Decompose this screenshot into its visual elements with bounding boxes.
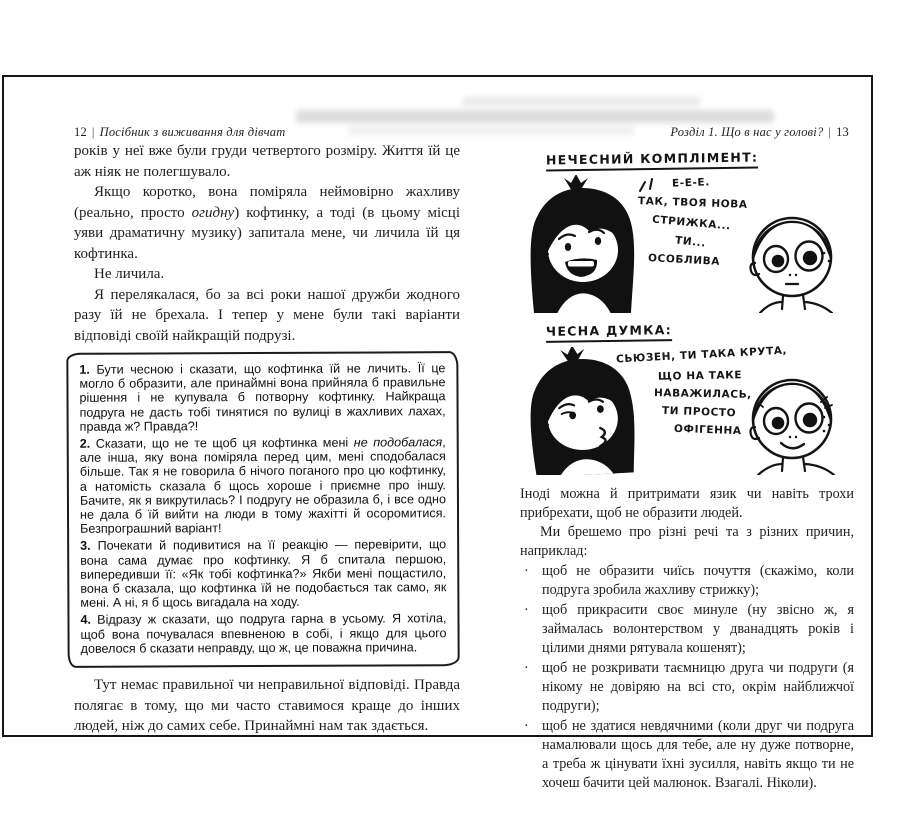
friend-character — [751, 218, 833, 313]
option-number: 1. — [79, 362, 90, 377]
page-right — [520, 77, 854, 791]
bullet-glyph: · — [524, 660, 529, 676]
bullet-item — [520, 717, 854, 793]
speech-line: НАВАЖИЛАСЬ, — [653, 387, 752, 401]
page-number-right: 13 — [836, 125, 849, 139]
option-text: Відразу ж сказати, що подруга гарна в усьому. Я хотіла, щоб вона почувалася впевненою в собі, і якщо для цього довелося б сказати неправду, що ж, це поважна причина. — [80, 611, 447, 656]
book-title: Посібник з виживання для дівчат — [99, 125, 286, 139]
comic-panel-2 — [520, 344, 854, 475]
page-number-left: 12 — [74, 125, 87, 139]
bullet-item — [520, 601, 854, 658]
left-page-body — [74, 141, 460, 737]
bullet-text: щоб не розкривати таємницю друга чи подруги (я нікому не довіряю на всі сто, окрім найближчої подруги); — [542, 660, 854, 714]
option-list-item — [80, 538, 446, 611]
bullet-glyph: · — [524, 602, 529, 618]
option-list-item — [80, 435, 446, 536]
paragraph: Іноді можна й притримати язик чи навіть трохи прибрехати, щоб не образити людей. — [520, 486, 854, 521]
bullet-text: щоб не здатися невдячними (коли друг чи подруга намалювали щось для тебе, але ну дуже потворне, а треба ж цінувати їхні зусилля, навіть якщо ти не хочеш бачити цей малюнок. Взагалі. Ніколи). — [542, 718, 854, 791]
bullet-glyph: · — [524, 563, 529, 579]
paragraph: Ми брешемо про різні речі та з різних причин, наприклад: — [520, 524, 854, 559]
header-separator: | — [828, 125, 832, 139]
speech-line: СТРИЖКА... — [651, 213, 732, 233]
option-number: 3. — [80, 539, 91, 554]
paragraph: Якщо коротко, вона поміряла неймовірно жахливу (реально, просто огидну) кофтинку, а тоді (в цьому місці уяви драматичну музику) запитала мене, чи личила їй ця кофтинка. — [74, 184, 460, 262]
bullet-glyph: · — [524, 718, 529, 734]
option-text: Сказати, що не те щоб ця кофтинка мені не подобалася, але інша, яку вона поміряла перед цим, мені сподобалася більше. Так я не говорила б нічого поганого про цю кофтинку, а натомість сказала б щось хороше і приємне про іншу. Бачите, як я викрутилась? І подругу не образила б, і все одно не дала б їй вийти на люди в тому жахітті й осоромитися. Безпрограшний варіант! — [79, 435, 447, 537]
bullet-item — [520, 659, 854, 716]
option-text: Бути чесною і сказати, що кофтинка їй не личить. Її це могло б образити, але принаймні вона прийняла б правильне рішення і не купувала б потворну кофтинку. Найкраща подруга не дасть тобі тинятися по вулиці в жахливих лахах, правда ж? Правда?! — [79, 361, 446, 434]
book-spread — [2, 75, 873, 791]
speech-line: ЩО НА ТАКЕ — [657, 369, 743, 383]
handdrawn-options-box — [66, 351, 459, 668]
speech-line: ОСОБЛИВА — [647, 252, 721, 268]
speech-line: ТИ... — [674, 234, 707, 250]
page-left — [74, 77, 460, 735]
bullet-item — [520, 562, 854, 600]
comic-caption-honest-opinion: ЧЕСНА ДУМКА: — [546, 322, 672, 343]
paragraph: років у неї вже були груди четвертого розміру. Життя їй це аж ніяк не полегшувало. — [74, 143, 460, 180]
paragraph: Не личила. — [94, 266, 165, 282]
speech-line: ТИ ПРОСТО — [661, 404, 737, 420]
comic-caption-dishonest-compliment: НЕЧЕСНИЙ КОМПЛІМЕНТ: — [546, 150, 759, 172]
friend-character — [751, 380, 835, 475]
chapter-title: Розділ 1. Що в нас у голові? — [670, 125, 824, 139]
speech-line: ТАК, ТВОЯ НОВА — [637, 195, 748, 211]
option-number: 2. — [79, 436, 91, 451]
speech-line: ОФІГЕННА — [673, 422, 742, 438]
comic-panel-1 — [520, 175, 854, 313]
speech-line: Е-Е-Е. — [671, 176, 711, 190]
option-text: Почекати й подивитися на її реакцію — перевірити, що вона сама думає про кофтинку. Я б спитала першою, випередивши її: «Як тобі кофтинка?» Якби мені пощастило, вона б сказала, що кофтинка їй не подобається так само, як мені. А ні, я б щось вигадала на ходу. — [80, 537, 447, 611]
bullet-text: щоб прикрасити своє минуле (ну звісно ж, я займалась волонтерством у дванадцять років і цілими днями рятувала кошенят); — [542, 602, 854, 656]
speech-line: СЬЮЗЕН, ТИ ТАКА КРУТА, — [615, 344, 788, 366]
paragraph: Тут немає правильної чи неправильної відповіді. Правда полягає в тому, що ми часто ставимося краще до інших людей, ніж до самих себе. Принаймні нам так здається. — [74, 677, 460, 735]
girl-character — [531, 175, 652, 313]
girl-character — [527, 347, 637, 475]
option-number: 4. — [80, 613, 92, 628]
option-list-item — [80, 612, 446, 656]
bullet-text: щоб не образити чиїсь почуття (скажімо, коли подруга зробила жахливу стрижку); — [542, 563, 854, 598]
header-separator: | — [91, 125, 95, 139]
option-list-item — [79, 361, 445, 434]
paragraph: Я перелякалася, бо за всі роки нашої дружби жодного разу їй не брехала. І тепер у мене були такі варіанти відповіді своїй найкращій подрузі. — [74, 286, 460, 344]
